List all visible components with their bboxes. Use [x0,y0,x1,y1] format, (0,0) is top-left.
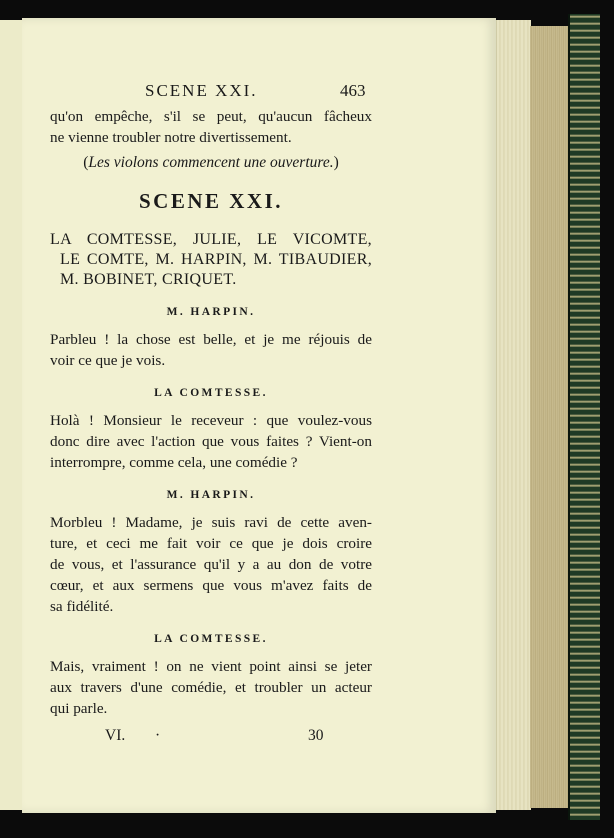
gathering-mark: 30 [308,727,324,744]
text-line: donc dire avec l'action que vous faites ? Vient-on [50,433,372,450]
text-line: Morbleu ! Madame, je suis ravi de cette aven- [50,514,372,531]
text-line: voir ce que je vois. [50,352,166,369]
running-title: SCENE XXI. [145,81,258,100]
text-line: cœur, et aux sermens que vous m'avez faits de [50,577,372,594]
footer-dot: · [155,727,161,744]
page-footer [50,725,372,749]
speech [50,512,372,617]
text-line: Parbleu ! la chose est belle, et je me réjouis de [50,331,372,348]
page-block-edge [496,20,531,810]
stage-direction-open: ( [83,154,89,171]
continuation-paragraph [50,106,372,148]
text-line: ture, et ceci me fait voir ce que je dois croire [50,535,372,552]
running-head [50,80,372,106]
speaker-name: LA COMTESSE. [154,633,268,645]
cast-line: M. BOBINET, CRIQUET. [60,271,237,288]
scene-title: SCENE XXI. [138,189,284,213]
speaker-name: LA COMTESSE. [154,387,268,399]
text-line: aux travers d'une comédie, et troubler un acteur [50,679,372,696]
page-text [50,80,372,749]
speaker-name: M. HARPIN. [166,306,256,318]
text-line: ne vienne troubler notre divertissement. [50,129,292,146]
cast-list [50,230,372,290]
book-spine [568,14,600,820]
page-number: 463 [340,81,366,100]
cast-line: LE COMTE, M. HARPIN, M. TIBAUDIER, [60,251,372,268]
speaker-name: M. HARPIN. [166,489,256,501]
text-line: qu'on empêche, s'il se peut, qu'aucun fâcheux [50,108,372,125]
stage-direction-text: Les violons commencent une ouverture. [88,154,334,171]
speech [50,329,372,371]
speech [50,656,372,719]
stage-direction [50,152,372,173]
text-line: Mais, vraiment ! on ne vient point ainsi se jeter [50,658,372,675]
text-line: interrompre, comme cela, une comédie ? [50,454,298,471]
speech [50,410,372,473]
page-block-shadow [530,26,568,808]
volume-signature: VI. [105,727,126,744]
text-line: Holà ! Monsieur le receveur : que voulez-vous [50,412,372,429]
text-line: qui parle. [50,700,108,717]
stage-direction-close: ) [333,154,339,171]
text-line: de vous, et l'assurance qu'il y a au don de votre [50,556,372,573]
text-line: sa fidélité. [50,598,114,615]
cast-line: LA COMTESSE, JULIE, LE VICOMTE, [50,231,372,248]
